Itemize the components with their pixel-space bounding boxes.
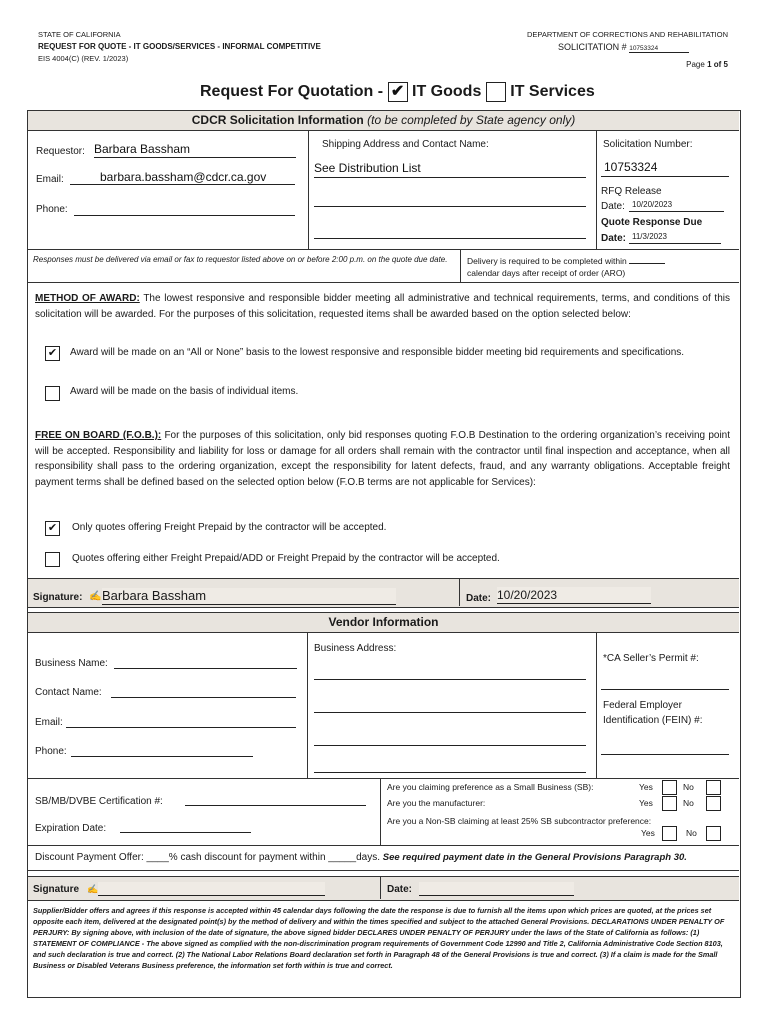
q3-yes-checkbox[interactable] [662, 826, 677, 841]
vendor-row-divider-2 [28, 845, 739, 846]
expiration-label: Expiration Date: [35, 823, 107, 834]
business-address-line-4[interactable] [314, 760, 586, 773]
q3-no-checkbox[interactable] [706, 826, 721, 841]
page-number: 1 [707, 60, 712, 69]
contact-name-field[interactable] [111, 685, 296, 698]
discount-offer [35, 852, 687, 863]
sellers-permit-field[interactable] [601, 677, 729, 690]
form-number: EIS 4004(C) (REV. 1/2023) [38, 54, 129, 63]
signature-field[interactable]: Barbara Bassham [102, 588, 396, 605]
sb-cert-field[interactable] [185, 793, 366, 806]
award-text: The lowest responsive and responsible bidder meeting all administrative and technical requirements, terms, and conditions of this solicitation will be awarded. For the purposes of this solicitation, requested items shall be awarded based on the option selected below: [35, 293, 730, 320]
fein-label-2: Identification (FEIN) #: [603, 715, 703, 726]
page-prefix: Page [686, 60, 705, 69]
fob-prepaid-checkbox[interactable]: ✔ [45, 521, 60, 536]
pen-icon: ✍ [89, 591, 102, 602]
it-services-label: IT Services [510, 83, 595, 101]
vendor-divider-2 [596, 632, 597, 778]
solicitation-header [558, 42, 689, 53]
sb-question-1: Are you claiming preference as a Small Business (SB): [387, 782, 594, 792]
expiration-field[interactable] [120, 820, 251, 833]
shipping-label: Shipping Address and Contact Name: [322, 139, 489, 150]
fob-option-2: Quotes offering either Freight Prepaid/ADD or Freight Prepaid by the contractor will be accepted. [72, 553, 500, 564]
it-services-checkbox[interactable] [486, 82, 506, 102]
vendor-email-field[interactable] [66, 715, 296, 728]
q2-yes-checkbox[interactable] [662, 796, 677, 811]
col-divider-2 [596, 131, 597, 249]
fob-prepaid-add-checkbox[interactable] [45, 552, 60, 567]
sol-number-label: Solicitation Number: [603, 139, 693, 150]
fob-text: For the purposes of this solicitation, only bid responses quoting F.O.B Destination to the ordering organization’s receiving point will be accepted. Responsibility and liability for loss or damage for all orders shall remain with the contractor until final inspection and acceptance, when all responsibility shall pass to the ordering organization, except the responsibility for latent defects, fraud, and any warranty obligations. Acceptable freight payment terms shall be defined based on the selected option below (F.O.B terms are not applicable for Services): [35, 430, 731, 488]
page-indicator [686, 60, 728, 69]
delivery-days-field[interactable] [629, 254, 665, 264]
vendor-phone-label: Phone: [35, 746, 67, 757]
responses-note: Responses must be delivered via email or fax to requestor listed above on or before 2:00 p.m. on the quote due date. [33, 255, 448, 264]
page-of: of [713, 60, 722, 69]
discount-offer-note: See required payment date in the General Provisions Paragraph 30. [382, 852, 687, 863]
delivery-note [467, 254, 665, 279]
it-goods-label: IT Goods [412, 83, 482, 101]
business-address-line-3[interactable] [314, 733, 586, 746]
business-name-label: Business Name: [35, 658, 108, 669]
vendor-signature-label: Signature [33, 884, 80, 895]
vendor-section-heading: Vendor Information [28, 612, 739, 633]
title-text: Request For Quotation - [200, 83, 384, 101]
solicitation-number: 10753324 [629, 45, 689, 53]
sb-question-3: Are you a Non-SB claiming at least 25% SB subcontractor preference: [387, 816, 652, 826]
vendor-date-label: Date: [387, 884, 413, 895]
vendor-email-label: Email: [35, 717, 63, 728]
solicitation-label: SOLICITATION # [558, 42, 627, 52]
vendor-phone-field[interactable] [71, 744, 253, 757]
vendor-divider-1 [307, 632, 308, 778]
requestor-field[interactable]: Barbara Bassham [94, 142, 296, 158]
page-total: 5 [723, 60, 728, 69]
requestor-label: Requestor: [36, 146, 85, 157]
responses-divider [460, 249, 461, 282]
quote-due-date[interactable]: 11/3/2023 [629, 232, 721, 244]
sellers-permit-label: *CA Seller’s Permit #: [603, 653, 699, 664]
vendor-row-divider-1 [28, 778, 739, 779]
q3-yes-label: Yes [641, 828, 655, 838]
business-address-label: Business Address: [314, 643, 397, 654]
vendor-signature-field[interactable] [98, 882, 325, 896]
vendor-pen-icon: ✍ [87, 884, 99, 894]
q2-yes-label: Yes [639, 798, 653, 808]
business-address-line-2[interactable] [314, 700, 586, 713]
q3-no-label: No [686, 828, 697, 838]
shipping-line-3[interactable] [314, 224, 586, 239]
state-label: STATE OF CALIFORNIA [38, 30, 121, 39]
q1-no-label: No [683, 782, 694, 792]
email-label: Email: [36, 174, 64, 185]
fob-option-1: Only quotes offering Freight Prepaid by the contractor will be accepted. [72, 522, 387, 533]
business-name-field[interactable] [114, 656, 297, 669]
award-option-2: Award will be made on the basis of individual items. [70, 386, 299, 397]
footer-declaration: Supplier/Bidder offers and agrees if this response is accepted within 45 calendar days following the date the response is due to furnish all the items upon which prices are quoted, at the prices set opposite each item, delivered at the designated point(s) by the method of delivery and within the times specified and subject to the attached General Provisions. DECLARATIONS UNDER PENALTY OF PERJURY: By signing above, with inclusion of the date of signature, the above signed bidder DECLARES UNDER PENALTY OF PERJURY under the laws of the State of California as follows: (1) STATEMENT OF COMPLIANCE - The above signed as complied with the non-discrimination program requirements of Government Code 12990 and Title 2, California Administrative Code Section 8103, and such declaration is true and correct. (2) The National Labor Relations Board declaration set forth in Paragraph 48 of the General Provisions is true and correct. (3) If a claim is made for the Small Business or Disabled Veterans Business preference, the information set forth within is true and correct. [33, 906, 725, 970]
delivery-note-line-2: calendar days after receipt of order (ARO) [467, 268, 626, 278]
email-field[interactable]: barbara.bassham@cdcr.ca.gov [70, 170, 295, 185]
q1-yes-checkbox[interactable] [662, 780, 677, 795]
q1-yes-label: Yes [639, 782, 653, 792]
sb-cert-label: SB/MB/DVBE Certification #: [35, 796, 163, 807]
cdcr-heading-note: (to be completed by State agency only) [367, 113, 576, 127]
fein-field[interactable] [601, 742, 729, 755]
vendor-row-divider-3 [28, 870, 739, 871]
award-paragraph [35, 291, 730, 322]
rfq-date-label: Date: [601, 201, 625, 212]
discount-offer-text: Discount Payment Offer: ____% cash discount for payment within _____days. [35, 852, 381, 863]
sb-question-2: Are you the manufacturer: [387, 798, 486, 808]
sol-number-field[interactable]: 10753324 [601, 160, 729, 177]
shipping-line-2[interactable] [314, 192, 586, 207]
col-divider-1 [308, 131, 309, 249]
quote-due-date-label: Date: [601, 233, 627, 244]
phone-label: Phone: [36, 204, 68, 215]
quote-due-label: Quote Response Due [601, 217, 703, 228]
sb-divider [380, 779, 381, 845]
signature-label: Signature: [33, 592, 83, 603]
form-title: REQUEST FOR QUOTE - IT GOODS/SERVICES - INFORMAL COMPETITIVE [38, 42, 321, 51]
rfq-release-label: RFQ Release [601, 186, 662, 197]
q1-no-checkbox[interactable] [706, 780, 721, 795]
shipping-field[interactable]: See Distribution List [314, 161, 586, 178]
award-option-1: Award will be made on an “All or None” basis to the lowest responsive and responsible bidder meeting bid requirements and specifications. [70, 347, 685, 358]
q2-no-label: No [683, 798, 694, 808]
signature-divider [459, 579, 460, 606]
cdcr-section-heading [28, 111, 739, 131]
contact-name-label: Contact Name: [35, 687, 102, 698]
q2-no-checkbox[interactable] [706, 796, 721, 811]
signature-date-field[interactable]: 10/20/2023 [497, 587, 651, 604]
award-heading: METHOD OF AWARD: [35, 293, 140, 304]
rfq-release-date[interactable]: 10/20/2023 [629, 200, 724, 212]
vendor-date-field[interactable] [419, 882, 574, 896]
cdcr-heading-text: CDCR Solicitation Information [191, 113, 364, 127]
signature-date-label: Date: [466, 593, 492, 604]
it-goods-checkbox[interactable]: ✔ [388, 82, 408, 102]
award-all-or-none-checkbox[interactable]: ✔ [45, 346, 60, 361]
business-address-line-1[interactable] [314, 667, 586, 680]
vendor-signature-divider [380, 877, 381, 899]
page-title [200, 82, 595, 102]
fob-paragraph [35, 428, 730, 490]
row-divider-1 [28, 249, 739, 250]
department-label: DEPARTMENT OF CORRECTIONS AND REHABILITATION [527, 30, 728, 39]
award-individual-checkbox[interactable] [45, 386, 60, 401]
phone-field[interactable] [74, 200, 295, 216]
fein-label-1: Federal Employer [603, 700, 682, 711]
delivery-note-line-1: Delivery is required to be completed within [467, 256, 627, 266]
fob-heading: FREE ON BOARD (F.O.B.): [35, 430, 162, 441]
row-divider-2 [28, 282, 739, 283]
